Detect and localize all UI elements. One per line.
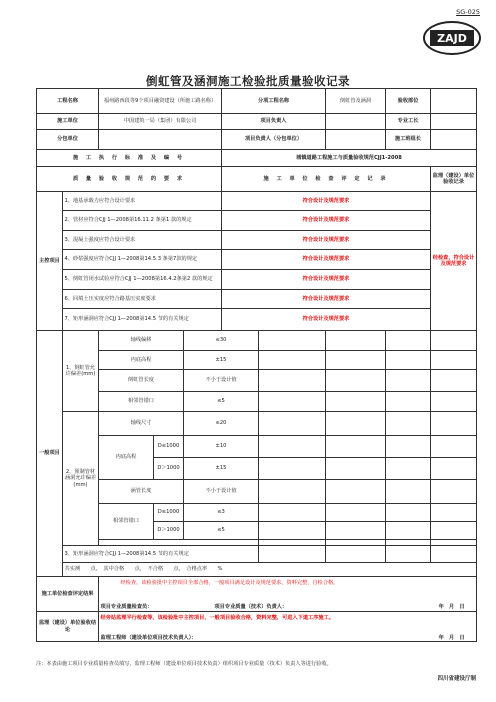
sub-label: 分包单位 [37, 130, 99, 150]
dev-item: 相邻管错口 [99, 392, 184, 412]
measure-cell [386, 522, 431, 540]
measure-cell [431, 351, 477, 370]
main-items-verdict: 经检查，符合设计及规范要求 [431, 192, 477, 331]
check-label: 施 工 单 位 检 查 评 定 记 录 [222, 167, 431, 192]
pm-value [326, 114, 386, 130]
measure-cell [326, 436, 386, 458]
dev-tol: 不小于设计值 [184, 370, 259, 392]
measure-cell [326, 504, 386, 522]
dev-tol: ±15 [184, 351, 259, 370]
main-item-text: 5、倒虹管闭水试验应符合CJJ 1—2008第16.4.2条第2 款的规定 [63, 270, 222, 290]
standard-value: 城镇道路工程施工与质量验收规范CJJ1-2008 [222, 150, 477, 167]
measure-cell [259, 436, 326, 458]
batch-label: 验收部位 [386, 89, 431, 114]
main-item-result: 符合设计及规范要求 [222, 270, 431, 290]
measure-cell [326, 392, 386, 412]
measure-cell [259, 331, 326, 351]
dev-item: 轴线尺寸 [99, 412, 184, 436]
sub-project-value: 倒虹管及涵洞 [326, 89, 386, 114]
measure-cell [431, 392, 477, 412]
measure-cell [326, 546, 386, 563]
builder-eval-text: 经检查，该检验批中主控项目全部合格，一般项目满足设计及规范要求，资料完整，自检合格。 [120, 580, 339, 586]
measure-cell [326, 458, 386, 480]
standard-label: 施 工 执 行 标 准 及 编 号 [37, 150, 222, 167]
measure-cell [326, 370, 386, 392]
dev-item: 涵管长度 [99, 480, 184, 504]
dev-tol: ≤20 [184, 412, 259, 436]
measure-cell [326, 351, 386, 370]
main-item-text: 4、砂浆强度应符合CJJ 1—2008第14.5.3 条第7款的规定 [63, 250, 222, 270]
measure-cell [386, 504, 431, 522]
builder-eval-label: 施工单位检查评定结果 [37, 577, 99, 612]
main-item-result: 符合设计及规范要求 [222, 290, 431, 309]
sub-pm-label: 项目负责人（分包单位） [222, 130, 326, 150]
supervisor-eval-label: 监理（建设）单位验收结论 [37, 612, 99, 642]
dev-cond: D＞1000 [154, 458, 184, 480]
dev-cond: D＞1000 [154, 522, 184, 540]
pm-label: 项目负责人 [222, 114, 326, 130]
dev-tol: ±10 [184, 436, 259, 458]
main-items-label: 主控项目 [37, 192, 63, 331]
batch-value [431, 89, 477, 114]
measure-cell [431, 331, 477, 351]
measure-cell [259, 370, 326, 392]
main-item-text: 2、管材应符合CJJ 1—2008第16.11.2 条第1 款的规定 [63, 211, 222, 231]
measure-cell [326, 480, 386, 504]
measure-cell [431, 504, 477, 522]
measure-cell [326, 331, 386, 351]
main-item-result: 符合设计及规范要求 [222, 250, 431, 270]
team-value [431, 130, 477, 150]
dev-tol: ≤30 [184, 331, 259, 351]
sub-pm-value [326, 130, 386, 150]
measure-cell [259, 412, 326, 436]
supervisor-eval-date: 年 月 日 [438, 635, 465, 641]
builder-eval-cell [99, 577, 477, 612]
measure-cell [386, 436, 431, 458]
company-logo [422, 20, 482, 56]
builder-eval-date: 年 月 日 [438, 604, 465, 610]
measure-cell [431, 522, 477, 540]
measure-cell [326, 412, 386, 436]
main-item-result: 符合设计及规范要求 [222, 231, 431, 250]
measure-cell [259, 458, 326, 480]
measure-cell [386, 458, 431, 480]
main-item-text: 3、混凝土强度应符合设计要求 [63, 231, 222, 250]
measure-cell [259, 480, 326, 504]
dev-cond: D≤1000 [154, 436, 184, 458]
measure-cell [386, 370, 431, 392]
tech-lead-sign: 项目专业质量（技术）负责人： [214, 604, 288, 610]
group1-label: 1、倒虹管允许偏差(mm) [63, 331, 99, 412]
supervisor-eval-text: 经旁站监理平行检查等，该检验批中主控项目、一般项目验收合格，资料完整，可进入下道工序施工。 [100, 615, 334, 621]
measure-cell [431, 458, 477, 480]
measure-cell [259, 546, 326, 563]
team-label: 施工班组长 [386, 130, 431, 150]
measure-cell [431, 436, 477, 458]
project-name-label: 工程名称 [37, 89, 99, 114]
supervisor-sign: 监理工程师（建设单位项目技术负责人）： [100, 635, 197, 641]
dev-item: 轴线偏移 [99, 331, 184, 351]
foreman-value [431, 114, 477, 130]
measure-cell [259, 351, 326, 370]
footnote: 注：本表由施工项目专业质量检查员填写，监理工程师（建设单位项目技术负责）组织项目专业质量（技术）负责人等进行验收。 [36, 661, 332, 667]
general-items-label: 一般项目 [37, 331, 63, 577]
measure-cell [431, 546, 477, 563]
group2-label: 2、预制管材涵洞允许偏差(mm) [63, 412, 99, 546]
measure-cell [386, 392, 431, 412]
spec-label: 质 量 验 收 规 范 的 要 求 [37, 167, 222, 192]
measure-cell [386, 351, 431, 370]
summary-line: 共实测 点， 其中合格 点， 不合格 点， 合格点率 % [63, 563, 477, 577]
logo-text: ZAJD [437, 32, 467, 45]
dev-tol: ≤5 [184, 522, 259, 540]
main-item-result: 符合设计及规范要求 [222, 192, 431, 211]
builder-label: 施工单位 [37, 114, 99, 130]
measure-cell [386, 331, 431, 351]
dev-tol: ≤3 [184, 504, 259, 522]
measure-cell [386, 546, 431, 563]
measure-cell [326, 522, 386, 540]
dev-item: 相邻管错口 [99, 504, 154, 540]
measure-cell [386, 480, 431, 504]
builder-value: 中国建筑一局（集团）有限公司 [99, 114, 222, 130]
measure-cell [431, 370, 477, 392]
dev-item: 内底高程 [99, 351, 184, 370]
dev-tol: 不小于设计值 [184, 480, 259, 504]
dev-tol: ≤5 [184, 392, 259, 412]
qc-inspector-sign: 项目专业质量检查员： [100, 604, 153, 610]
main-item-result: 符合设计及规范要求 [222, 211, 431, 231]
supervisor-eval-cell [99, 612, 477, 642]
supervisor-label: 监理（建设）单位验收记录 [431, 167, 477, 192]
measure-cell [259, 504, 326, 522]
issuer-footer: 四川省建设厅制 [437, 676, 476, 682]
page-title: 倒虹管及涵洞施工检验批质量验收记录 [146, 74, 350, 88]
measure-cell [431, 480, 477, 504]
measure-cell [259, 522, 326, 540]
main-item-text: 6、回填土压实度应符合路基压实度要求 [63, 290, 222, 309]
dev-item: 内底高程 [99, 436, 154, 480]
dev-cond: D≤1000 [154, 504, 184, 522]
general-item-3: 3、矩形涵洞应符合CJJ 1—2008第14.5 节的有关规定 [63, 546, 259, 563]
dev-item: 倒虹管长度 [99, 370, 184, 392]
measure-cell [259, 392, 326, 412]
measure-cell [431, 412, 477, 436]
main-item-text: 1、地基承载力应符合设计要求 [63, 192, 222, 211]
main-item-result: 符合设计及规范要求 [222, 309, 431, 331]
project-name-value: 福州路西段等9个项目融资建设（所施工路名称） [99, 89, 222, 114]
dev-tol: ±15 [184, 458, 259, 480]
measure-cell [386, 412, 431, 436]
inspection-table [36, 88, 477, 642]
foreman-label: 专业工长 [386, 114, 431, 130]
sub-value [99, 130, 222, 150]
sub-project-label: 分项工程名称 [222, 89, 326, 114]
main-item-text: 7、矩形涵洞应符合CJJ 1—2008第14.5 节的有关规定 [63, 309, 222, 331]
form-code: SG-025 [456, 8, 480, 16]
